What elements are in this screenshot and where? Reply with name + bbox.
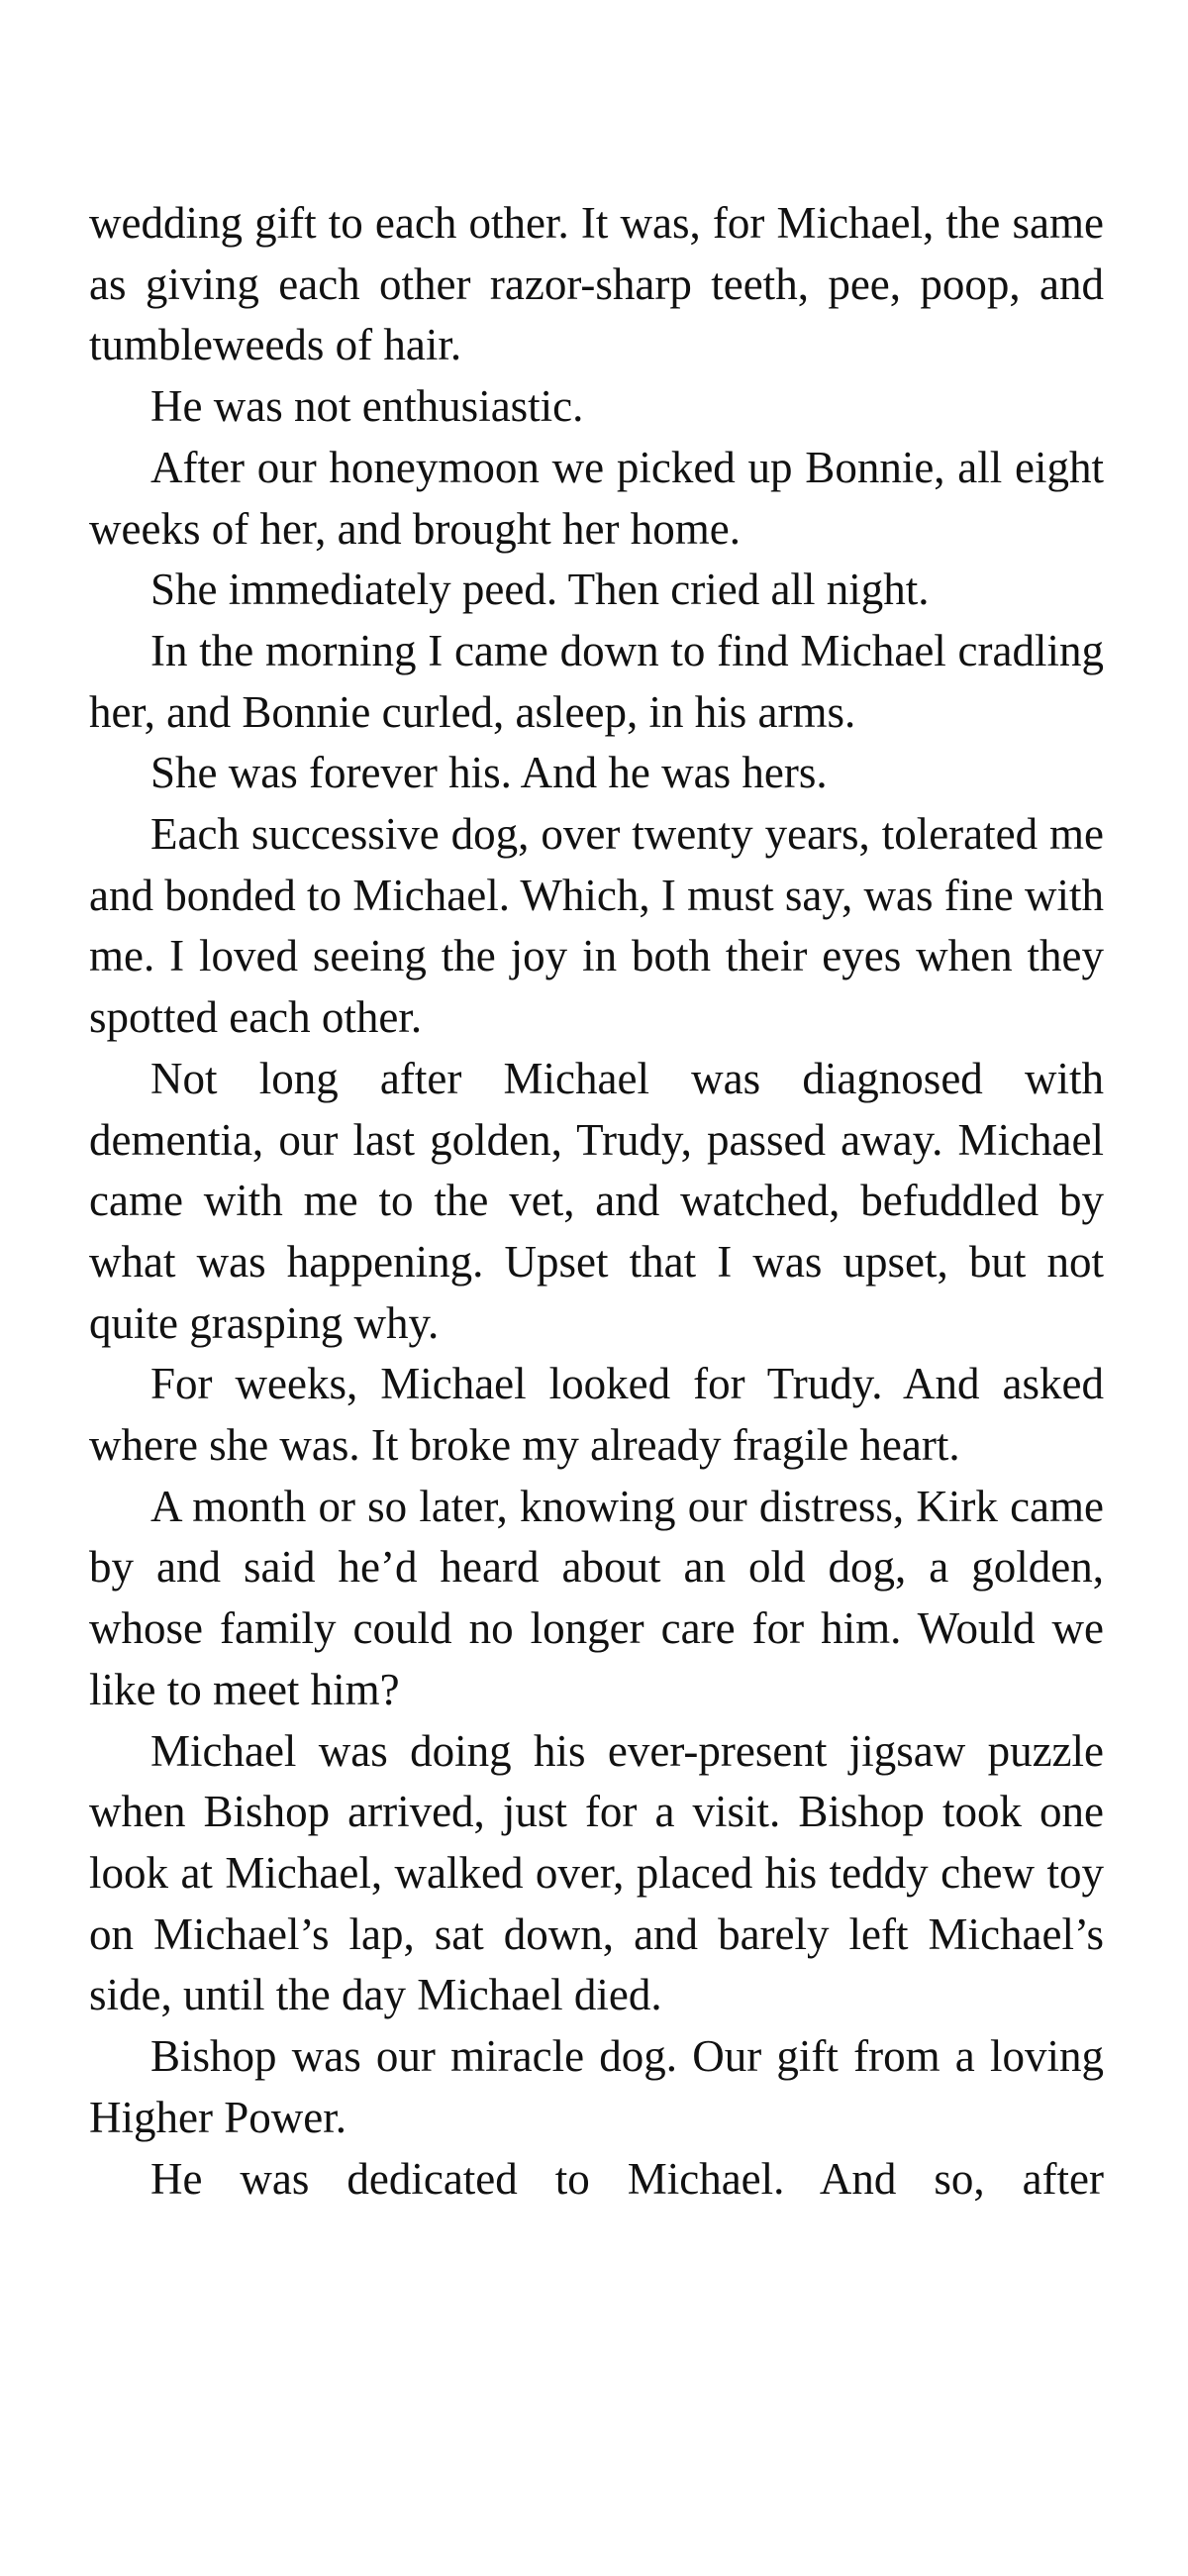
paragraph: Each successive dog, over twenty years, tolerated me and bonded to Michael. Which, I must say, was fine with me. I loved seeing the joy in both their eyes when they spotted each other. <box>89 809 1104 1043</box>
paragraph-last: He was dedicated to Michael. And so, after <box>150 2153 1104 2204</box>
paragraph: For weeks, Michael looked for Trudy. And asked where she was. It broke my already fragile heart. <box>89 1359 1104 1471</box>
paragraph: He was not enthusiastic. <box>150 381 584 432</box>
paragraph: After our honeymoon we picked up Bonnie, all eight weeks of her, and brought her home. <box>89 442 1104 554</box>
paragraph: Bishop was our miracle dog. Our gift from a loving Higher Power. <box>89 2031 1104 2142</box>
paragraph: A month or so later, knowing our distress, Kirk came by and said he’d heard about an old dog, a golden, whose family could no longer care for him. Would we like to meet him? <box>89 1481 1104 1714</box>
paragraph: Michael was doing his ever-present jigsaw puzzle when Bishop arrived, just for a visit. Bishop took one look at Michael, walked over, placed his teddy chew toy on Michael’s lap, sat down, and barely left Michael’s side, until the day Michael died. <box>89 1725 1104 2020</box>
paragraph: Not long after Michael was diagnosed with dementia, our last golden, Trudy, passed away. Michael came with me to the vet, and watched, befuddled by what was happening. Upset that I was upset, but not quite grasping why. <box>89 1053 1104 1348</box>
book-text <box>89 193 1104 2210</box>
paragraph-continued: wedding gift to each other. It was, for Michael, the same as giving each other razor-sharp teeth, pee, poop, and tumbleweeds of hair. <box>89 198 1104 370</box>
paragraph: She was forever his. And he was hers. <box>150 748 828 798</box>
paragraph: In the morning I came down to find Michael cradling her, and Bonnie curled, asleep, in his arms. <box>89 625 1104 737</box>
paragraph: She immediately peed. Then cried all night. <box>150 565 930 615</box>
